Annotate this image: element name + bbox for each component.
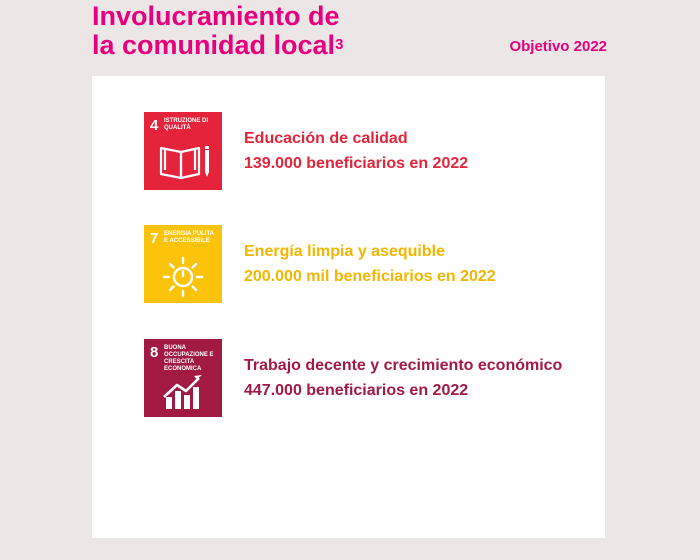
goal-title: Energía limpia y asequible [244, 243, 445, 260]
sdg-number: 4 [150, 117, 159, 134]
goal-detail: 200.000 mil beneficiarios en 2022 [244, 268, 496, 285]
goal-item-work [144, 339, 562, 417]
goal-text [244, 239, 496, 289]
page-title [92, 2, 343, 60]
sdg-8-badge [144, 339, 222, 417]
title-line-1: Involucramiento de [92, 1, 340, 31]
growth-chart-icon [144, 339, 222, 417]
goal-text [244, 126, 468, 176]
goal-title: Trabajo decente y crecimiento económico [244, 357, 563, 374]
sdg-name: BUONA OCCUPAZIONE E CRESCITA ECONOMICA [164, 345, 214, 372]
footnote-mark: 3 [335, 36, 344, 53]
goal-detail: 447.000 beneficiarios en 2022 [244, 382, 469, 399]
goals-card [92, 76, 605, 538]
sdg-7-badge [144, 225, 222, 303]
objective-label: Objetivo 2022 [509, 38, 607, 55]
goal-text [244, 353, 562, 403]
sdg-name: ENERGIA PULITA E ACCESSIBILE [164, 231, 214, 244]
book-pencil-icon [144, 112, 222, 190]
sdg-name: ISTRUZIONE DI QUALITÀ [164, 118, 209, 131]
sdg-4-badge [144, 112, 222, 190]
sdg-number: 8 [150, 344, 159, 361]
goal-title: Educación de calidad [244, 130, 408, 147]
title-line-2: la comunidad local [92, 30, 336, 60]
sdg-number: 7 [150, 230, 159, 247]
goal-item-energy [144, 225, 496, 303]
goal-item-education [144, 112, 468, 190]
sun-power-icon [144, 225, 222, 303]
goal-detail: 139.000 beneficiarios en 2022 [244, 155, 469, 172]
